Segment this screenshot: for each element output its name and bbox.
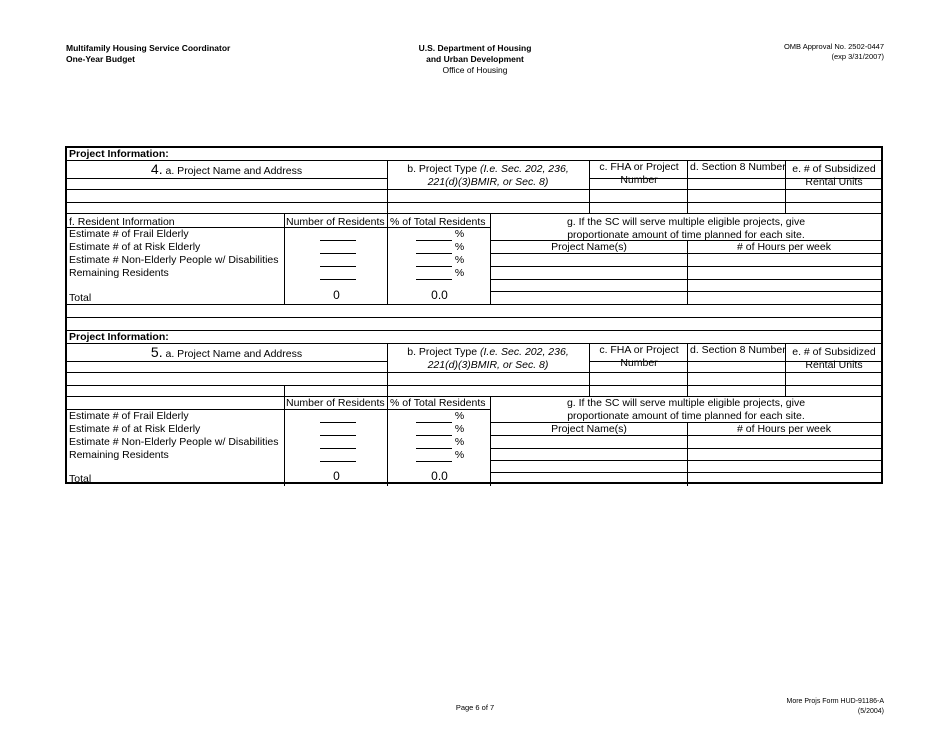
project-name-label-4 xyxy=(67,163,386,178)
percent-sign: % xyxy=(454,410,465,422)
fha-label-line-1: c. FHA or Project xyxy=(599,161,679,173)
residents-blank-2-5[interactable] xyxy=(320,423,356,436)
residents-blank-2-4[interactable] xyxy=(320,241,356,254)
omb-number: OMB Approval No. 2502-0447 xyxy=(783,42,884,51)
form-number: More Projs Form HUD-91186-A xyxy=(786,698,884,705)
omb-expiry: (exp 3/31/2007) xyxy=(831,52,884,61)
total-label-4: Total xyxy=(69,292,92,304)
subsidized-label-4 xyxy=(787,163,881,188)
total-percent-5: 0.0 xyxy=(431,469,448,483)
num-residents-header-4: Number of Residents xyxy=(286,216,385,228)
percent-sign: % xyxy=(454,267,465,279)
form-id xyxy=(786,697,884,716)
subsidized-label-line-2: Rental Units xyxy=(805,175,863,188)
percent-field-3-5[interactable] xyxy=(416,436,464,449)
row-at-risk-elderly-5: Estimate # of at Risk Elderly xyxy=(69,423,201,435)
divider xyxy=(491,435,881,436)
multi-site-line-2: proportionate amount of time planned for each site. xyxy=(567,228,805,241)
row-at-risk-elderly-4: Estimate # of at Risk Elderly xyxy=(69,241,201,253)
percent-sign: % xyxy=(454,228,465,240)
divider xyxy=(490,396,491,486)
residents-blank-1-5[interactable] xyxy=(320,410,356,423)
divider xyxy=(67,372,881,373)
section8-label-4: d. Section 8 Number xyxy=(690,161,786,173)
row-non-elderly-disabled-4: Estimate # Non-Elderly People w/ Disabilities xyxy=(69,254,279,266)
divider xyxy=(67,213,881,214)
percent-field-2-4[interactable] xyxy=(416,241,464,254)
divider xyxy=(491,253,881,254)
residents-blank-4-5[interactable] xyxy=(320,449,356,462)
form-title-line-2: One-Year Budget xyxy=(66,54,135,64)
divider xyxy=(490,213,491,304)
divider xyxy=(589,160,590,213)
divider xyxy=(67,361,387,362)
project-type-text: b. Project Type xyxy=(407,346,481,358)
project-type-example-1: (I.e. Sec. 202, 236, xyxy=(480,346,569,358)
total-residents-5: 0 xyxy=(333,469,340,483)
row-remaining-residents-5: Remaining Residents xyxy=(69,449,169,461)
divider xyxy=(67,178,387,179)
divider xyxy=(687,240,688,304)
fha-label-line-2: Number xyxy=(620,173,658,186)
project-type-example-1: (I.e. Sec. 202, 236, xyxy=(480,163,569,175)
project-type-text: b. Project Type xyxy=(407,163,481,175)
project-name-text-4: a. Project Name and Address xyxy=(162,165,303,177)
divider xyxy=(491,472,881,473)
divider xyxy=(284,213,285,304)
form-title xyxy=(66,43,230,65)
subsidized-label-line-2: Rental Units xyxy=(805,358,863,371)
divider xyxy=(67,304,881,305)
multi-site-line-1: g. If the SC will serve multiple eligible projects, give xyxy=(566,216,806,228)
project-info-heading-5: Project Information: xyxy=(69,331,169,343)
subsidized-label-line-1: e. # of Subsidized xyxy=(792,346,876,358)
divider xyxy=(491,448,881,449)
divider xyxy=(589,361,881,362)
pct-residents-header-5: % of Total Residents xyxy=(390,397,486,409)
section-number-4: 4. xyxy=(150,161,163,177)
row-non-elderly-disabled-5: Estimate # Non-Elderly People w/ Disabilities xyxy=(69,436,279,448)
omb-approval xyxy=(784,42,884,62)
total-percent-4: 0.0 xyxy=(431,288,448,302)
divider xyxy=(589,343,590,396)
divider xyxy=(491,279,881,280)
divider xyxy=(491,266,881,267)
agency-line-2: and Urban Development xyxy=(426,54,524,64)
hours-per-week-header-5: # of Hours per week xyxy=(737,423,831,435)
percent-field-1-5[interactable] xyxy=(416,410,464,423)
percent-field-3-4[interactable] xyxy=(416,254,464,267)
form-title-line-1: Multifamily Housing Service Coordinator xyxy=(66,43,231,53)
divider xyxy=(785,343,786,396)
divider xyxy=(491,460,881,461)
percent-sign: % xyxy=(454,449,465,461)
agency-line-1: U.S. Department of Housing xyxy=(418,43,532,53)
divider xyxy=(284,385,285,486)
subsidized-label-line-1: e. # of Subsidized xyxy=(792,163,876,175)
residents-blank-3-4[interactable] xyxy=(320,254,356,267)
budget-form-table xyxy=(65,146,883,484)
percent-field-1-4[interactable] xyxy=(416,228,464,241)
percent-field-4-5[interactable] xyxy=(416,449,464,462)
divider xyxy=(687,160,688,213)
fha-label-4 xyxy=(591,161,687,186)
pct-residents-header-4: % of Total Residents xyxy=(390,216,486,228)
project-type-example-2: 221(d)(3)BMIR, or Sec. 8) xyxy=(427,175,549,188)
form-date: (5/2004) xyxy=(857,707,884,715)
resident-info-label-4: f. Resident Information xyxy=(69,216,175,228)
multi-site-line-2: proportionate amount of time planned for each site. xyxy=(567,409,805,422)
percent-sign: % xyxy=(454,254,465,266)
row-frail-elderly-5: Estimate # of Frail Elderly xyxy=(69,410,189,422)
project-info-heading-4: Project Information: xyxy=(69,148,169,160)
percent-sign: % xyxy=(454,241,465,253)
project-name-text-5: a. Project Name and Address xyxy=(162,348,303,360)
page-number: Page 6 of 7 xyxy=(455,703,495,712)
percent-field-4-4[interactable] xyxy=(416,267,464,280)
divider xyxy=(785,160,786,213)
project-names-header-5: Project Name(s) xyxy=(551,423,627,435)
residents-blank-3-5[interactable] xyxy=(320,436,356,449)
section8-label-5: d. Section 8 Number xyxy=(690,344,786,356)
residents-blank-1-4[interactable] xyxy=(320,228,356,241)
divider xyxy=(687,422,688,486)
divider xyxy=(387,213,388,304)
percent-sign: % xyxy=(454,436,465,448)
multi-site-instructions-4 xyxy=(491,216,881,241)
divider xyxy=(491,291,881,292)
divider xyxy=(387,396,388,486)
divider xyxy=(67,189,881,190)
fha-label-line-1: c. FHA or Project xyxy=(599,344,679,356)
agency-block xyxy=(380,43,570,76)
section-number-5: 5. xyxy=(150,344,163,360)
divider xyxy=(387,160,388,213)
num-residents-header-5: Number of Residents xyxy=(286,397,385,409)
subsidized-label-5 xyxy=(787,346,881,371)
total-label-5: Total xyxy=(69,473,92,485)
row-remaining-residents-4: Remaining Residents xyxy=(69,267,169,279)
project-type-example-2: 221(d)(3)BMIR, or Sec. 8) xyxy=(427,358,549,371)
fha-label-line-2: Number xyxy=(620,356,658,369)
percent-field-2-5[interactable] xyxy=(416,423,464,436)
multi-site-instructions-5 xyxy=(491,397,881,422)
divider xyxy=(687,343,688,396)
residents-blank-4-4[interactable] xyxy=(320,267,356,280)
divider xyxy=(387,343,388,396)
divider xyxy=(589,178,881,179)
hours-per-week-header-4: # of Hours per week xyxy=(737,241,831,253)
divider xyxy=(67,317,881,318)
fha-label-5 xyxy=(591,344,687,369)
divider xyxy=(67,330,881,331)
project-names-header-4: Project Name(s) xyxy=(551,241,627,253)
row-frail-elderly-4: Estimate # of Frail Elderly xyxy=(69,228,189,240)
percent-sign: % xyxy=(454,423,465,435)
project-name-label-5 xyxy=(67,346,386,361)
divider xyxy=(67,202,881,203)
project-type-label-4 xyxy=(387,163,589,188)
multi-site-line-1: g. If the SC will serve multiple eligible projects, give xyxy=(566,397,806,409)
total-residents-4: 0 xyxy=(333,288,340,302)
divider xyxy=(67,385,881,386)
project-type-label-5 xyxy=(387,346,589,371)
agency-office: Office of Housing xyxy=(442,65,508,75)
